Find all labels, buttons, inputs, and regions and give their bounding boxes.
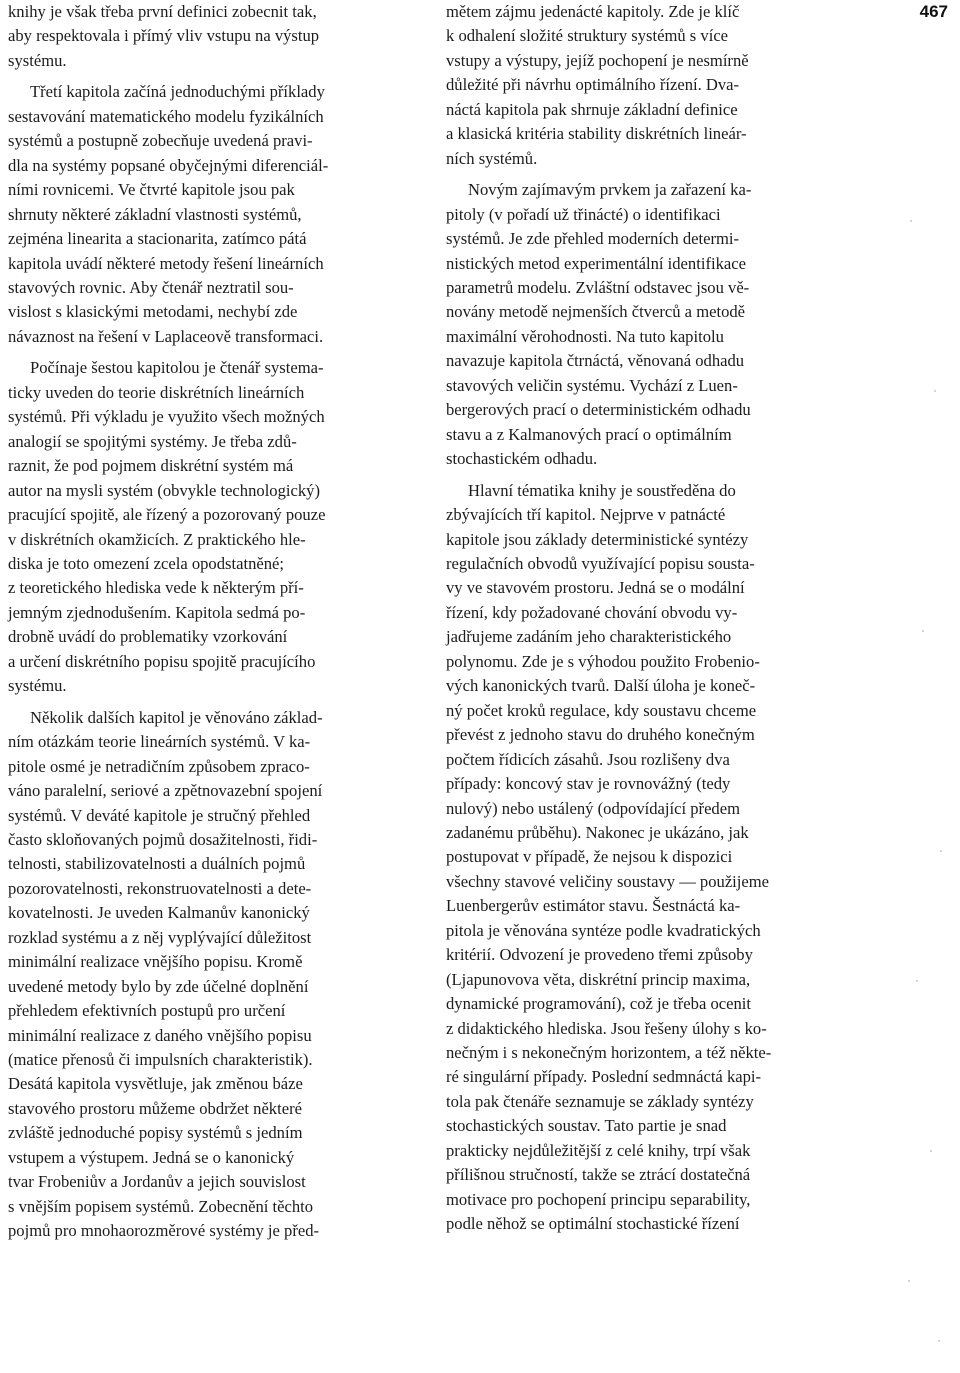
- text-line: autor na mysli systém (obvykle technologický): [8, 480, 320, 500]
- text-line: zadanému průběhu). Nakonec je ukázáno, jak: [446, 822, 749, 842]
- text-line: tvar Frobeniův a Jordanův a jejich souvislost: [8, 1172, 306, 1192]
- text-line: Desátá kapitola vysvětluje, jak změnou báze: [8, 1074, 303, 1094]
- text-line: Počínaje šestou kapitolou je čtenář systema-: [30, 358, 324, 378]
- text-line: tola pak čtenáře seznamuje se základy syntézy: [446, 1091, 754, 1111]
- text-line: vých kanonických tvarů. Další úloha je koneč-: [446, 676, 756, 696]
- text-line: stochastickém odhadu.: [446, 449, 598, 469]
- text-line: jemným zjednodušením. Kapitola sedmá po-: [8, 602, 306, 622]
- text-line: náctá kapitola pak shrnuje základní definice: [446, 99, 738, 119]
- text-line: mětem zájmu jedenácté kapitoly. Zde je klíč: [446, 2, 740, 21]
- text-line: ním otázkám teorie lineárních systémů. V ka-: [8, 732, 311, 752]
- text-line: ními rovnicemi. Ve čtvrté kapitole jsou pak: [8, 180, 295, 200]
- scan-speck: [934, 390, 936, 392]
- text-line: systémů. V deváté kapitole je stručný přehled: [8, 805, 311, 825]
- scan-speck: [916, 980, 918, 982]
- text-line: vstupem a výstupem. Jedná se o kanonický: [8, 1147, 295, 1167]
- text-line: stochastických soustav. Tato partie je snad: [446, 1116, 727, 1136]
- scan-speck: [910, 220, 912, 222]
- text-line: Luenbergerův estimátor stavu. Šestnáctá ka-: [446, 896, 741, 916]
- text-line: kovatelnosti. Je uveden Kalmanův kanonický: [8, 903, 310, 923]
- scan-margin-specks: [900, 160, 950, 1360]
- paragraph: [446, 0, 856, 171]
- scan-speck: [908, 1280, 910, 1282]
- paragraph: [8, 80, 416, 349]
- scan-speck: [938, 1340, 940, 1342]
- text-line: dynamické programování), což je třeba ocenit: [446, 994, 752, 1014]
- text-line: a klasická kritéria stability diskrétních lineár-: [446, 124, 747, 144]
- text-line: z teoretického hlediska vede k některým pří-: [8, 578, 304, 598]
- left-text-column: [8, 0, 416, 1244]
- text-line: případy: koncový stav je rovnovážný (tedy: [446, 774, 731, 794]
- text-line: Několik dalších kapitol je věnováno základ-: [30, 707, 323, 727]
- text-line: zvláště jednoduché popisy systémů s jedním: [8, 1123, 303, 1143]
- text-line: prakticky nejdůležitější z celé knihy, trpí však: [446, 1140, 751, 1160]
- text-line: dla na systémy popsané obyčejnými diferenciál-: [8, 155, 329, 175]
- text-line: kapitola uvádí některé metody řešení lineárních: [8, 253, 324, 273]
- text-line: vy ve stavovém prostoru. Jedná se o modální: [446, 578, 745, 598]
- text-line: nistických metod experimentální identifikace: [446, 253, 746, 273]
- text-line: váno paralelní, seriové a zpětnovazební spojení: [8, 781, 323, 801]
- text-line: minimální realizace vnějšího popisu. Kromě: [8, 952, 303, 972]
- text-line: přílišnou stručností, takže se ztrácí dostatečná: [446, 1165, 751, 1185]
- text-line: raznit, že pod pojmem diskrétní systém má: [8, 456, 294, 476]
- text-line: telnosti, stabilizovatelnosti a duálních pojmů: [8, 854, 306, 874]
- text-line: zejména linearita a stacionarita, zatímco pátá: [8, 229, 307, 249]
- text-line: stavového prostoru můžeme obdržet některé: [8, 1098, 302, 1118]
- text-line: ticky uveden do teorie diskrétních lineárních: [8, 382, 305, 402]
- text-line: pitola je věnována syntéze podle kvadratických: [446, 920, 761, 940]
- text-line: k odhalení složité struktury systémů s více: [446, 26, 729, 46]
- text-line: často skloňovaných pojmů dosažitelnosti, řidi-: [8, 829, 318, 849]
- text-line: Třetí kapitola začíná jednoduchými příklady: [30, 82, 325, 102]
- text-line: a určení diskrétního popisu spojitě pracujícího: [8, 651, 316, 671]
- text-line: novány metodě nejmenších čtverců a metodě: [446, 302, 746, 322]
- text-line: všechny stavové veličiny soustavy — použijeme: [446, 871, 770, 891]
- text-line: ný počet kroků regulace, kdy soustavu chceme: [446, 700, 757, 720]
- text-line: (Ljapunovova věta, diskrétní princip maxima,: [446, 969, 751, 989]
- text-line: stavových rovnic. Aby čtenář neztratil sou-: [8, 277, 294, 297]
- scan-speck: [922, 630, 924, 632]
- scan-speck: [930, 1150, 932, 1152]
- text-line: zbývajících tří kapitol. Nejprve v patnácté: [446, 505, 726, 525]
- text-line: ré singulární případy. Poslední sedmnáctá kapi-: [446, 1067, 762, 1087]
- text-line: pitole osmé je netradičním způsobem zpraco-: [8, 756, 310, 776]
- text-line: nulový) nebo ustálený (odpovídající předem: [446, 798, 741, 818]
- text-line: parametrů modelu. Zvláštní odstavec jsou vě-: [446, 277, 750, 297]
- text-line: pozorovatelnosti, rekonstruovatelnosti a dete-: [8, 878, 312, 898]
- text-line: drobně uvádí do problematiky vzorkování: [8, 627, 288, 647]
- text-line: sestavování matematického modelu fyzikálních: [8, 106, 324, 126]
- text-line: kapitole jsou základy deterministické syntézy: [446, 529, 749, 549]
- paragraph: [8, 356, 416, 698]
- text-line: stavových veličin systému. Vychází z Luen-: [446, 375, 738, 395]
- right-text-column: [446, 0, 856, 1237]
- text-line: převést z jednoho stavu do druhého konečným: [446, 725, 755, 745]
- text-line: přehledem efektivních postupů pro určení: [8, 1001, 286, 1021]
- text-line: systémů. Při výkladu je využito všech možných: [8, 407, 325, 427]
- text-line: pracující spojitě, ale řízený a pozorovaný pouze: [8, 505, 326, 525]
- text-line: nečným i s nekonečným horizontem, a též někte-: [446, 1043, 772, 1063]
- text-line: diska je toto omezení zcela opodstatněné;: [8, 553, 285, 573]
- text-line: systémů a postupně zobecňuje uvedená pravi-: [8, 131, 313, 151]
- text-line: podle něhož se optimální stochastické řízení: [446, 1214, 740, 1234]
- text-line: bergerových prací o deterministickém odhadu: [446, 400, 751, 420]
- paragraph: [8, 706, 416, 1244]
- paragraph: [446, 178, 856, 471]
- text-line: polynomu. Zde je s výhodou použito Frobenio-: [446, 651, 760, 671]
- paragraph: [446, 479, 856, 1237]
- text-line: pitoly (v pořadí už třinácté) o identifikaci: [446, 204, 721, 224]
- text-line: ních systémů.: [446, 148, 538, 168]
- text-line: kritérií. Odvození je provedeno třemi způsoby: [446, 945, 753, 965]
- text-line: postupovat v případě, že nejsou k dispozici: [446, 847, 733, 867]
- text-line: Novým zajímavým prvkem ja zařazení ka-: [468, 180, 752, 200]
- text-line: vislost s klasickými metodami, nechybí zde: [8, 302, 298, 322]
- text-line: motivace pro pochopení principu separability,: [446, 1189, 751, 1209]
- text-line: rozklad systému a z něj vyplývající důležitost: [8, 927, 312, 947]
- text-line: stavu a z Kalmanových prací o optimálním: [446, 424, 732, 444]
- scan-speck: [940, 850, 942, 852]
- text-line: aby respektovala i přímý vliv vstupu na výstup: [8, 26, 320, 46]
- text-line: Hlavní tématika knihy je soustředěna do: [468, 480, 736, 500]
- text-line: pojmů pro mnohaorozměrové systémy je před-: [8, 1221, 320, 1241]
- text-line: navazuje kapitola čtrnáctá, věnovaná odhadu: [446, 351, 745, 371]
- text-line: v diskrétních okamžicích. Z praktického hle-: [8, 529, 306, 549]
- text-line: minimální realizace z daného vnějšího popisu: [8, 1025, 312, 1045]
- text-line: systémů. Je zde přehled moderních determi-: [446, 229, 740, 249]
- text-line: z didaktického hlediska. Jsou řešeny úlohy s ko-: [446, 1018, 767, 1038]
- text-line: (matice přenosů či impulsních charakteristik).: [8, 1050, 313, 1070]
- text-line: jadřujeme zadáním jeho charakteristického: [446, 627, 732, 647]
- text-line: knihy je však třeba první definici zobecnit tak,: [8, 2, 317, 21]
- text-line: regulačních obvodů využívající popisu sousta-: [446, 553, 755, 573]
- text-line: shrnuty některé základní vlastnosti systémů,: [8, 204, 302, 224]
- text-line: analogií se spojitými systémy. Je třeba zdů-: [8, 431, 297, 451]
- paragraph: [8, 0, 416, 73]
- text-line: s vnějším popisem systémů. Zobecnění těchto: [8, 1196, 314, 1216]
- text-line: počtem řídicích zásahů. Jsou rozlišeny dva: [446, 749, 730, 769]
- text-line: maximální věrohodnosti. Na tuto kapitolu: [446, 326, 724, 346]
- text-line: uvedené metody bylo by zde účelné doplnění: [8, 976, 309, 996]
- text-line: důležité při návrhu optimálního řízení. Dva-: [446, 75, 740, 95]
- text-line: řízení, kdy požadované chování obvodu vy-: [446, 602, 738, 622]
- text-line: systému.: [8, 50, 67, 70]
- text-line: vstupy a výstupy, jejíž pochopení je nesmírně: [446, 50, 749, 70]
- text-line: návaznost na řešení v Laplaceově transformaci.: [8, 326, 324, 346]
- text-line: systému.: [8, 676, 67, 696]
- page-number: 467: [919, 2, 948, 21]
